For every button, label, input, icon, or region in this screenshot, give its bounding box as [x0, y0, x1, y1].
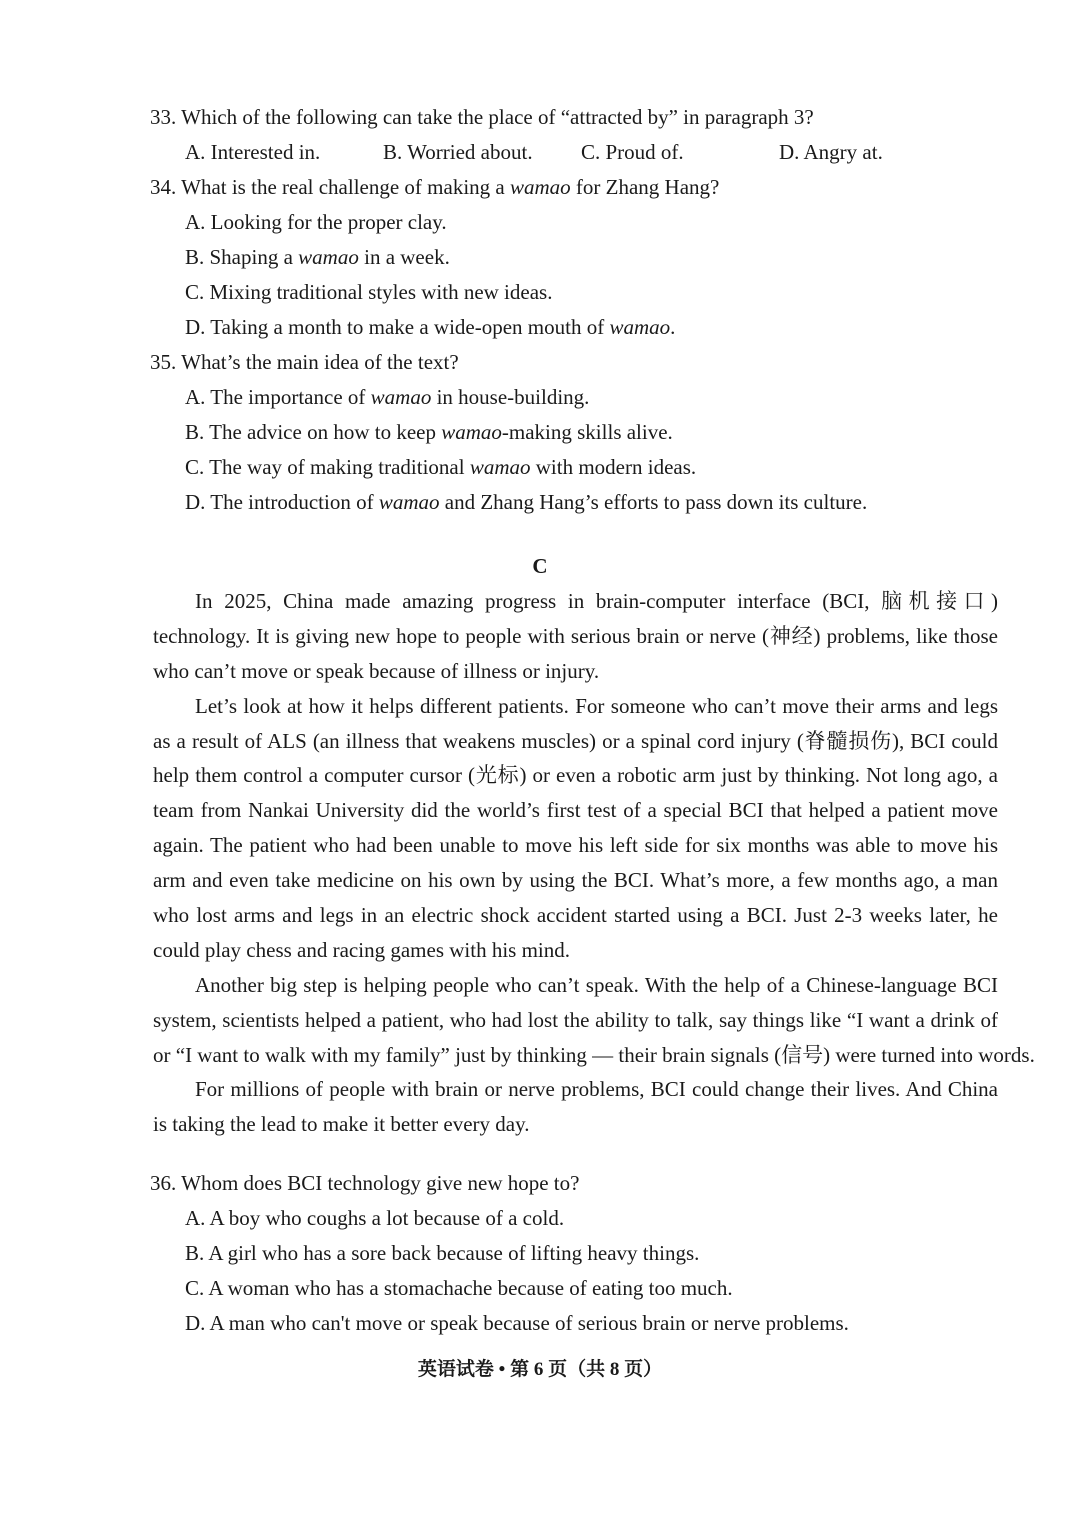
passage-line: help them control a computer cursor (光标) or even a robotic arm just by thinking. Not long ago, a [153, 763, 998, 788]
text-segment: B. Worried about. [383, 140, 533, 164]
passage-line: arm and even take medicine on his own by using the BCI. What’s more, a few months ago, a man [153, 868, 998, 893]
text-segment: 33. Which of the following can take the place of “attracted by” in paragraph 3? [150, 105, 814, 129]
passage-line: In 2025, China made amazing progress in brain-computer interface (BCI, 脑机接口) [195, 589, 998, 613]
text-segment: 34. What is the real challenge of making a [150, 175, 510, 199]
text-segment: C. A woman who has a stomachache because of eating too much. [185, 1276, 733, 1301]
text-segment: C. Proud of. [581, 140, 684, 164]
passage-line: For millions of people with brain or nerve problems, BCI could change their lives. And China [195, 1077, 998, 1102]
answer-option [0, 1306, 1080, 1341]
passage-line: or “I want to walk with my family” just by thinking — their brain signals (信号) were turned into words. [153, 1042, 1035, 1067]
text-segment: for Zhang Hang? [570, 175, 720, 199]
answer-option [0, 1271, 1080, 1306]
text-segment: . [670, 315, 676, 339]
passage-line: again. The patient who had been unable to move his left side for six months was able to move his [153, 833, 998, 858]
italic-term: wamao [378, 490, 440, 514]
answer-option [581, 135, 779, 170]
text-segment: A. Looking for the proper clay. [185, 210, 447, 234]
answer-option [0, 275, 1080, 310]
italic-term: wamao [298, 245, 359, 269]
text-segment: A. The importance of [185, 385, 371, 409]
passage-line: as a result of ALS (an illness that weakens muscles) or a spinal cord injury (脊髓损伤), BCI could [153, 728, 998, 753]
answer-option [0, 415, 1080, 450]
italic-term: wamao [609, 315, 671, 339]
answer-option [779, 135, 977, 170]
text-segment: A. A boy who coughs a lot because of a cold. [185, 1206, 565, 1231]
italic-term: wamao [370, 385, 432, 409]
question-stem [0, 1166, 1080, 1201]
question-stem [0, 100, 1080, 135]
passage-line: is taking the lead to make it better every day. [153, 1112, 530, 1137]
passage-line: Let’s look at how it helps different patients. For someone who can’t move their arms and legs [195, 693, 998, 718]
text-segment: C. Mixing traditional styles with new ideas. [185, 280, 553, 304]
text-segment: D. The introduction of [185, 490, 379, 514]
answer-option [0, 1236, 1080, 1271]
page-footer: 英语试卷 • 第 6 页（共 8 页） [417, 1359, 663, 1381]
answer-option [0, 485, 1080, 520]
answer-option [0, 380, 1080, 415]
answer-option [383, 135, 581, 170]
passage-c [0, 584, 1080, 1142]
answer-option [0, 240, 1080, 275]
questions-33-35 [0, 100, 1080, 520]
italic-term: wamao [469, 455, 531, 479]
text-segment: D. Angry at. [779, 140, 883, 164]
text-segment: 35. What’s the main idea of the text? [150, 350, 459, 374]
answer-options [0, 135, 1080, 170]
answer-option [185, 135, 383, 170]
text-segment: -making skills alive. [501, 420, 673, 444]
question-stem [0, 345, 1080, 380]
answer-option [0, 1201, 1080, 1236]
question-stem [0, 170, 1080, 205]
passage-line: technology. It is giving new hope to people with serious brain or nerve (神经) problems, like those [153, 623, 998, 648]
passage-title: C [532, 554, 548, 578]
text-segment: B. The advice on how to keep [185, 420, 442, 444]
text-segment: D. Taking a month to make a wide-open mouth of [185, 315, 610, 339]
answer-option [0, 310, 1080, 345]
passage-line: Another big step is helping people who can’t speak. With the help of a Chinese-language BCI [195, 972, 998, 997]
answer-option [0, 450, 1080, 485]
text-segment: A. Interested in. [185, 140, 321, 164]
passage-line: who can’t move or speak because of illness or injury. [153, 658, 600, 683]
text-segment: C. The way of making traditional [185, 455, 470, 479]
text-segment: in house-building. [431, 385, 590, 409]
answer-option [0, 205, 1080, 240]
text-segment: D. A man who can't move or speak because of serious brain or nerve problems. [185, 1311, 849, 1336]
text-segment: 36. Whom does BCI technology give new hope to? [150, 1171, 580, 1196]
passage-line: system, scientists helped a patient, who had lost the ability to talk, say things like “I want a drink of [153, 1007, 998, 1032]
italic-term: wamao [441, 420, 502, 444]
text-segment: and Zhang Hang’s efforts to pass down its culture. [439, 490, 868, 514]
text-segment: with modern ideas. [530, 455, 697, 479]
question-36 [0, 1166, 1080, 1341]
exam-page [0, 100, 1080, 1387]
text-segment: in a week. [358, 245, 450, 269]
text-segment: B. Shaping a [185, 245, 299, 269]
passage-line: who lost arms and legs in an electric shock accident started using a BCI. Just 2-3 weeks later, he [153, 903, 998, 928]
passage-line: could play chess and racing games with his mind. [153, 937, 570, 962]
passage-line: team from Nankai University did the world’s first test of a special BCI that helped a patient move [153, 798, 998, 823]
italic-term: wamao [509, 175, 571, 199]
text-segment: B. A girl who has a sore back because of lifting heavy things. [185, 1241, 700, 1266]
